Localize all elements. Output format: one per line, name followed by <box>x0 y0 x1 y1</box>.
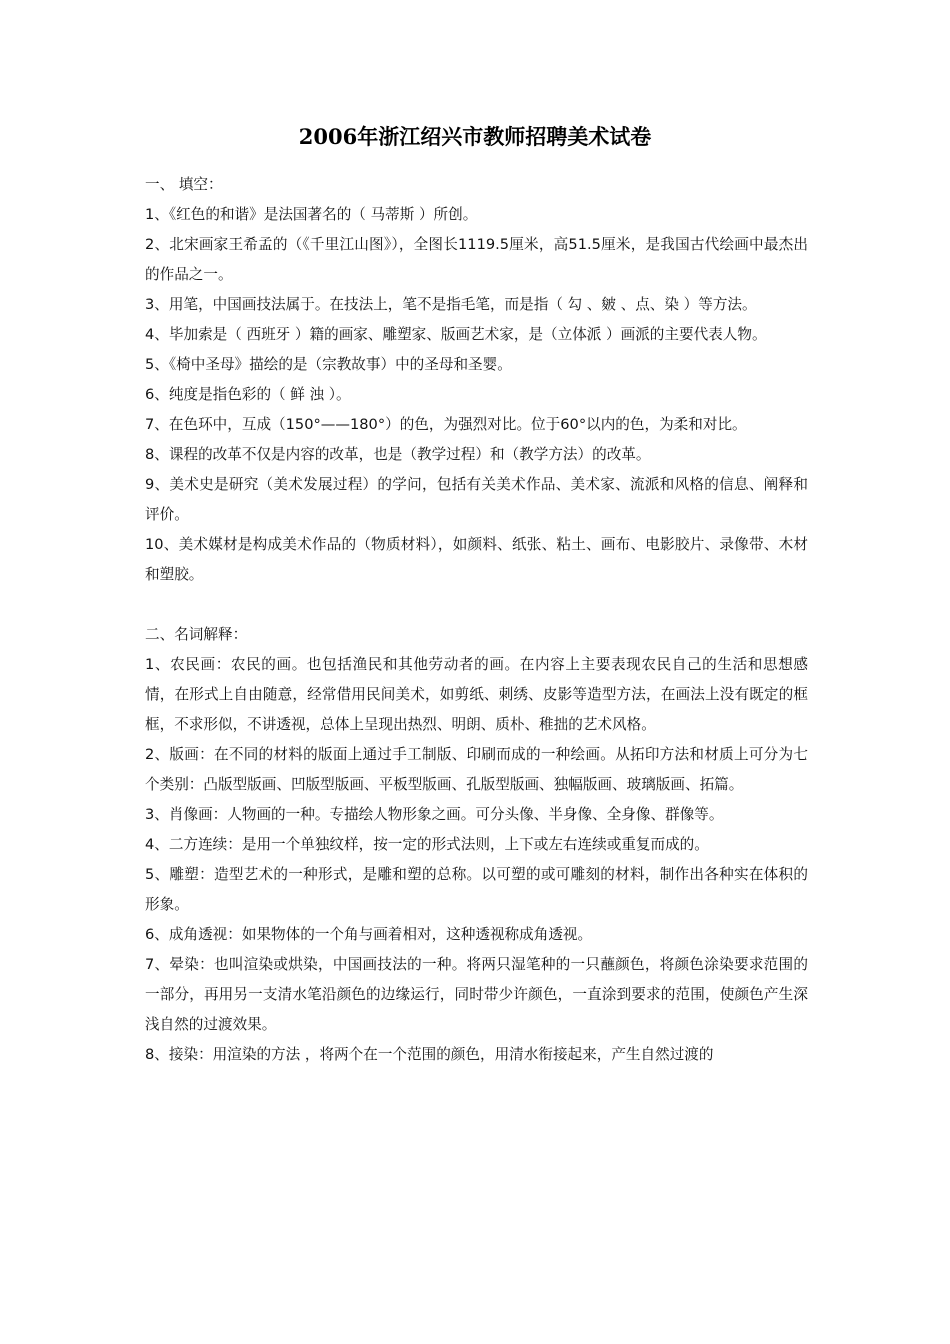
section-spacer <box>145 590 808 620</box>
fill-in-item: 10、美术媒材是构成美术作品的（物质材料），如颜料、纸张、粘土、画布、电影胶片、录像带、木材和塑胶。 <box>145 536 808 583</box>
term-item: 3、肖像画：人物画的一种。专描绘人物形象之画。可分头像、半身像、全身像、群像等。 <box>145 806 724 823</box>
section-heading-terms: 二、名词解释： <box>145 626 248 643</box>
term-item: 6、成角透视：如果物体的一个角与画着相对，这种透视称成角透视。 <box>145 926 593 943</box>
fill-in-item: 1、《红色的和谐》是法国著名的（ 马蒂斯 ）所创。 <box>145 206 478 223</box>
fill-in-item: 9、美术史是研究（美术发展过程）的学问，包括有关美术作品、美术家、流派和风格的信息、阐释和评价。 <box>145 476 808 523</box>
term-item: 1、农民画：农民的画。也包括渔民和其他劳动者的画。在内容上主要表现农民自己的生活和思想感情，在形式上自由随意，经常借用民间美术，如剪纸、刺绣、皮影等造型方法，在画法上没有既定的框框，不求形似，不讲透视，总体上呈现出热烈、明朗、质朴、稚拙的艺术风格。 <box>145 656 808 733</box>
term-item: 5、雕塑：造型艺术的一种形式，是雕和塑的总称。以可塑的或可雕刻的材料，制作出各种实在体积的形象。 <box>145 866 808 913</box>
document-title: 2006年浙江绍兴市教师招聘美术试卷 <box>298 124 652 149</box>
document-body <box>145 170 808 1070</box>
fill-in-item: 4、毕加索是（ 西班牙 ）籍的画家、雕塑家、版画艺术家，是（立体派 ）画派的主要代表人物。 <box>145 326 767 343</box>
term-item: 8、接染：用渲染的方法 ，将两个在一个范围的颜色，用清水衔接起来，产生自然过渡的 <box>145 1046 714 1063</box>
section-heading-fill-in: 一、 填空： <box>145 176 223 193</box>
term-item: 2、版画：在不同的材料的版面上通过手工制版、印刷而成的一种绘画。从拓印方法和材质上可分为七个类别：凸版型版画、凹版型版画、平板型版画、孔版型版画、独幅版画、玻璃版画、拓篇。 <box>145 746 808 793</box>
fill-in-item: 7、在色环中，互成（150°——180°）的色，为强烈对比。位于60°以内的色，为柔和对比。 <box>145 416 747 433</box>
fill-in-item: 6、纯度是指色彩的（ 鲜 浊 ）。 <box>145 386 351 403</box>
term-item: 7、晕染：也叫渲染或烘染，中国画技法的一种。将两只湿笔种的一只蘸颜色，将颜色涂染要求范围的一部分，再用另一支清水笔沿颜色的边缘运行，同时带少许颜色，一直涂到要求的范围，使颜色产生深浅自然的过渡效果。 <box>145 956 808 1033</box>
fill-in-item: 8、课程的改革不仅是内容的改革，也是（教学过程）和（教学方法）的改革。 <box>145 446 651 463</box>
fill-in-item: 3、用笔，中国画技法属于。在技法上，笔不是指毛笔，而是指（ 勾 、皴 、点、染 ）等方法。 <box>145 296 757 313</box>
fill-in-item: 2、北宋画家王希孟的（《千里江山图》），全图长1119.5厘米，高51.5厘米，是我国古代绘画中最杰出的作品之一。 <box>145 236 808 283</box>
term-item: 4、二方连续：是用一个单独纹样，按一定的形式法则，上下或左右连续或重复而成的。 <box>145 836 709 853</box>
fill-in-item: 5、《椅中圣母》描绘的是（宗教故事）中的圣母和圣婴。 <box>145 356 512 373</box>
